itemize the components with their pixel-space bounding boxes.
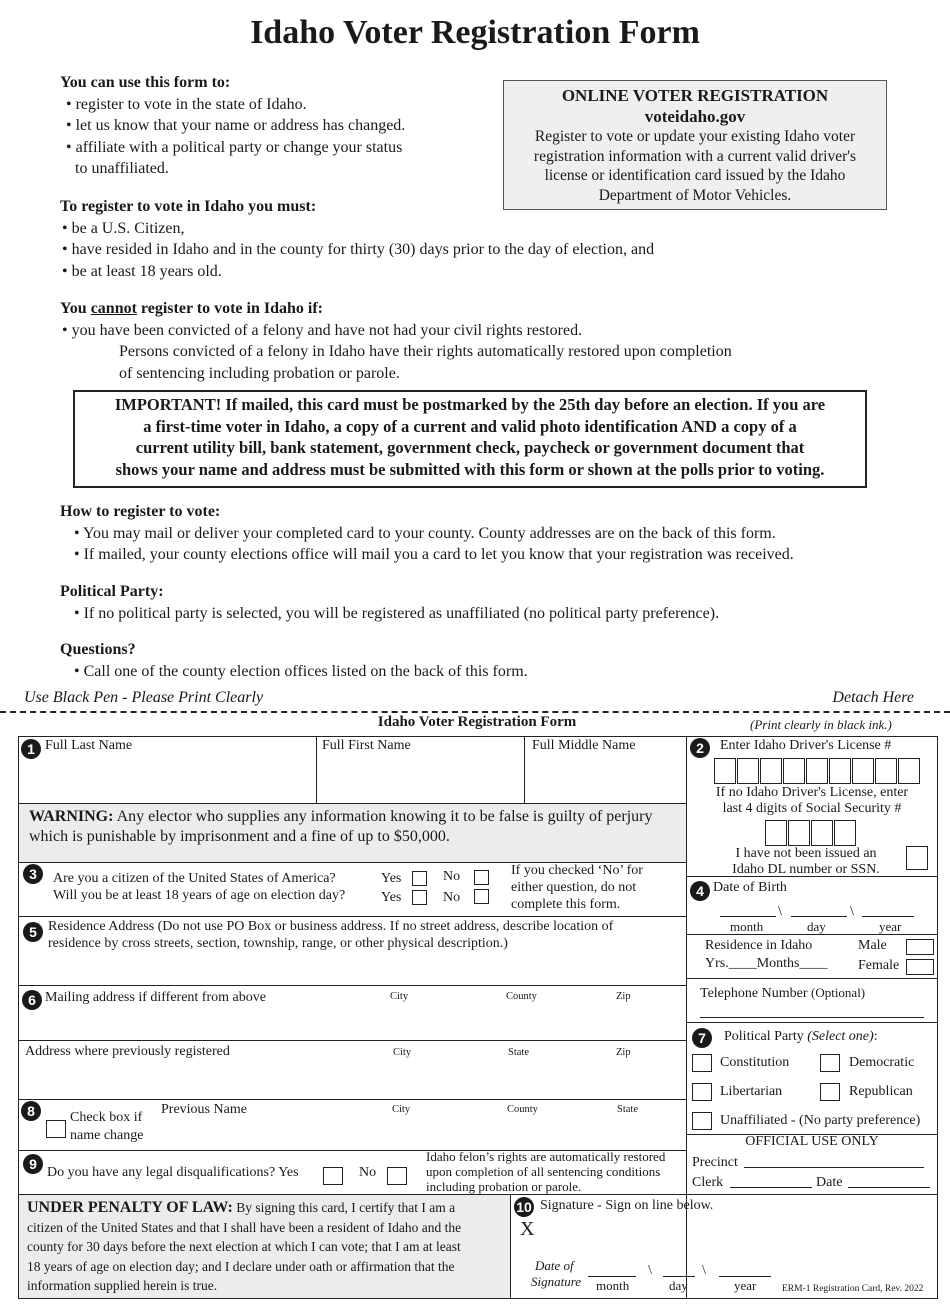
divider [686,934,938,935]
county-label: County [506,991,537,1002]
last-name-field[interactable] [20,756,314,802]
signature-label: Signature - Sign on line below. [540,1198,714,1213]
party-libertarian: Libertarian [720,1084,783,1099]
year-label: year [879,919,902,934]
month-label: month [596,1278,630,1293]
previous-name-label: Previous Name [161,1102,247,1117]
dob-label: Date of Birth [713,880,787,895]
penalty-text: UNDER PENALTY OF LAW: By signing this card, I certify that I am a citizen of the United States and that I shall have been a resident of Idaho and the county for 30 days before the next election at which I can vote; that I am at least 18 years of age on election day; and I declare under oath or affirmation that the information supplied herein is true. [27,1199,462,1293]
precinct-field[interactable] [744,1167,924,1168]
section-number-2: 2 [690,738,710,758]
dob-month-line[interactable] [720,916,776,917]
driver-license-digit-box[interactable] [737,758,759,784]
important-line: a first-time voter in Idaho, a copy of a current and valid photo identification AND a copy of a [143,416,797,436]
date-separator: \ [778,904,782,919]
middle-name-label: Full Middle Name [532,738,636,753]
ssn-instruction: If no Idaho Driver's License, enter last 4 digits of Social Security # [715,785,909,816]
age-no-checkbox[interactable] [474,889,489,904]
date-of-signature-label: Date of Signature [531,1258,582,1289]
section-number-5: 5 [23,922,43,942]
online-text: registration information with a current valid driver's [533,147,857,165]
previous-address-field[interactable] [20,1062,685,1098]
city-label: City [390,991,409,1002]
section-number-8: 8 [21,1101,41,1121]
signature-field[interactable] [540,1220,930,1252]
date-separator: \ [702,1263,706,1278]
how-heading: How to register to vote: [60,503,221,520]
driver-license-digit-box[interactable] [760,758,782,784]
check-if-label: Check box if [70,1110,143,1125]
city-label: City [393,1047,412,1058]
constitution-checkbox[interactable] [692,1054,712,1072]
residence-field[interactable] [20,954,685,984]
section-number-9: 9 [23,1154,43,1174]
date-separator: \ [850,904,854,919]
party-label: Political Party (Select one): [724,1029,878,1044]
driver-license-digit-box[interactable] [714,758,736,784]
male-checkbox[interactable] [906,939,934,955]
disqualification-yes-checkbox[interactable] [323,1167,343,1185]
previous-address-label: Address where previously registered [25,1044,230,1059]
precinct-label: Precinct [692,1155,738,1170]
how-item: • You may mail or deliver your completed card to your county. County addresses are on the back of this form. [74,524,776,542]
dob-year-line[interactable] [862,916,914,917]
section-number-10: 10 [514,1197,534,1217]
unaffiliated-checkbox[interactable] [692,1112,712,1130]
yes-label: Yes [381,890,402,905]
female-label: Female [858,958,900,973]
party-info-section [60,581,940,624]
party-info-item: • If no political party is selected, you will be registered as unaffiliated (no political party preference). [74,604,720,622]
citizen-no-checkbox[interactable] [474,870,489,885]
divider [316,736,317,804]
date-field[interactable] [848,1187,930,1188]
party-unaffiliated: Unaffiliated - (No party preference) [720,1113,921,1128]
must-item: • have resided in Idaho and in the county for thirty (30) days prior to the day of election, and [62,241,655,258]
middle-name-field[interactable] [526,756,685,802]
female-checkbox[interactable] [906,959,934,975]
online-registration-box [503,80,887,210]
state-label: State [617,1104,638,1115]
male-label: Male [858,938,887,953]
how-item: • If mailed, your county elections office will mail you a card to let you know that your registration was received. [74,546,794,563]
divider [686,978,938,979]
date-separator: \ [648,1263,652,1278]
important-notice [73,390,867,488]
last-name-label: Full Last Name [45,738,133,753]
ssn-digit-box[interactable] [765,820,787,846]
driver-license-digit-box[interactable] [783,758,805,784]
divider [686,876,938,877]
section-number-3: 3 [23,864,43,884]
signature-x-mark: X [520,1218,535,1240]
age-yes-checkbox[interactable] [412,890,427,905]
mailing-label: Mailing address if different from above [45,990,266,1005]
no-label: No [359,1165,377,1180]
page-title: Idaho Voter Registration Form [250,14,700,51]
clerk-label: Clerk [692,1175,724,1190]
how-section [60,501,940,566]
detach-line [0,711,950,713]
cannot-item: • you have been convicted of a felony and have not had your civil rights restored. [62,321,583,339]
must-item: • be a U.S. Citizen, [62,219,185,237]
use-item: • let us know that your name or address has changed. [66,117,406,134]
use-item: to unaffiliated. [75,160,169,177]
city-label: City [392,1104,411,1115]
driver-license-digit-box[interactable] [898,758,920,784]
cannot-section [60,298,920,384]
section-number-4: 4 [690,881,710,901]
online-text: Register to vote or update your existing Idaho voter [534,128,856,145]
no-label: No [443,869,461,884]
cannot-note: of sentencing including probation or parole. [119,364,400,382]
no-note: If you checked ‘No’ for either question, do not complete this form. [511,863,643,912]
ssn-digit-box[interactable] [811,820,833,846]
online-heading: ONLINE VOTER REGISTRATION [561,86,829,105]
driver-license-label: Enter Idaho Driver's License # [720,738,892,753]
citizen-yes-checkbox[interactable] [412,871,427,886]
day-label: day [807,919,826,934]
questions-section [60,639,940,682]
cannot-heading: You cannot register to vote in Idaho if: [60,300,323,317]
zip-label: Zip [616,1047,631,1058]
questions-item: • Call one of the county election offices listed on the back of this form. [74,662,528,680]
ssn-digit-box[interactable] [834,820,856,846]
residence-duration: Yrs.____Months____ [705,956,828,971]
month-label: month [730,919,764,934]
driver-license-digit-box[interactable] [852,758,874,784]
warning-text: WARNING: Any elector who supplies any information knowing it to be false is guilty of perjury which is punishable by imprisonment and a fine of up to $50,000. [29,808,653,845]
party-constitution: Constitution [720,1055,790,1070]
ssn-digit-box[interactable] [788,820,810,846]
phone-field[interactable] [700,1017,924,1018]
use-heading: You can use this form to: [60,74,231,91]
date-label: Date [816,1175,843,1190]
party-republican: Republican [849,1084,913,1099]
official-use-label: OFFICIAL USE ONLY [745,1134,879,1149]
must-section [60,196,920,282]
must-item: • be at least 18 years old. [62,262,222,280]
section-number-6: 6 [22,990,42,1010]
zip-label: Zip [616,991,631,1002]
residence-label: Residence Address (Do not use PO Box or business address. If no street address, describe location of residence by cross streets, section, township, range, or other physical description.) [48,919,614,951]
section-number-7: 7 [692,1028,712,1048]
revision-label: ERM-1 Registration Card, Rev. 2022 [782,1284,924,1294]
republican-checkbox[interactable] [820,1083,840,1101]
detach-note: Detach Here [832,689,914,706]
online-site-link[interactable]: voteidaho.gov [644,107,746,126]
pen-note: Use Black Pen - Please Print Clearly [24,689,264,706]
online-text: license or identification card issued by the Idaho [544,167,846,184]
age-question: Will you be at least 18 years of age on election day? [53,888,346,903]
no-id-checkbox[interactable] [906,846,928,870]
use-item: • affiliate with a political party or change your status [66,138,403,156]
first-name-label: Full First Name [322,738,411,753]
important-line: IMPORTANT! If mailed, this card must be postmarked by the 25th day before an election. If you are [114,395,826,414]
card-title: Idaho Voter Registration Form [377,714,577,730]
questions-heading: Questions? [60,641,136,658]
first-name-field[interactable] [318,756,522,802]
libertarian-checkbox[interactable] [692,1083,712,1101]
divider [686,1022,938,1023]
disqualification-no-checkbox[interactable] [387,1167,407,1185]
divider [524,736,525,804]
driver-license-digit-box[interactable] [806,758,828,784]
no-label: No [443,890,461,905]
state-label: State [508,1047,529,1058]
previous-name-field[interactable] [160,1118,685,1149]
democratic-checkbox[interactable] [820,1054,840,1072]
name-change-checkbox[interactable] [46,1120,66,1138]
use-item: • register to vote in the state of Idaho. [66,95,307,113]
year-label: year [734,1278,757,1293]
use-section [60,72,500,180]
citizen-question: Are you a citizen of the United States of America? [53,871,336,886]
yes-label: Yes [381,871,402,886]
phone-label: Telephone Number (Optional) [700,985,866,1001]
day-label: day [669,1278,688,1293]
mailing-field[interactable] [20,1006,685,1039]
section-number-1: 1 [21,739,41,759]
driver-license-digit-box[interactable] [829,758,851,784]
must-heading: To register to vote in Idaho you must: [60,198,317,215]
driver-license-digit-box[interactable] [875,758,897,784]
important-line: current utility bill, bank statement, government check, paycheck or government document that [135,438,805,457]
print-note: (Print clearly in black ink.) [750,717,892,732]
party-info-heading: Political Party: [60,583,164,600]
online-text: Department of Motor Vehicles. [598,186,792,204]
no-id-label: I have not been issued an Idaho DL number or SSN. [732,846,880,877]
dob-day-line[interactable] [791,916,847,917]
cannot-note: Persons convicted of a felony in Idaho have their rights automatically restored upon completion [119,343,732,360]
disqualification-question: Do you have any legal disqualifications? Yes [47,1165,299,1180]
residence-idaho-label: Residence in Idaho [705,938,813,953]
felon-note: Idaho felon’s rights are automatically restored upon completion of all sentencing conditions including probation or parole. [426,1149,666,1194]
name-change-label: name change [70,1128,144,1143]
clerk-field[interactable] [730,1187,812,1188]
important-line: shows your name and address must be submitted with this form or shown at the polls prior to voting. [115,459,825,479]
county-label: County [507,1104,538,1115]
party-democratic: Democratic [849,1055,915,1070]
